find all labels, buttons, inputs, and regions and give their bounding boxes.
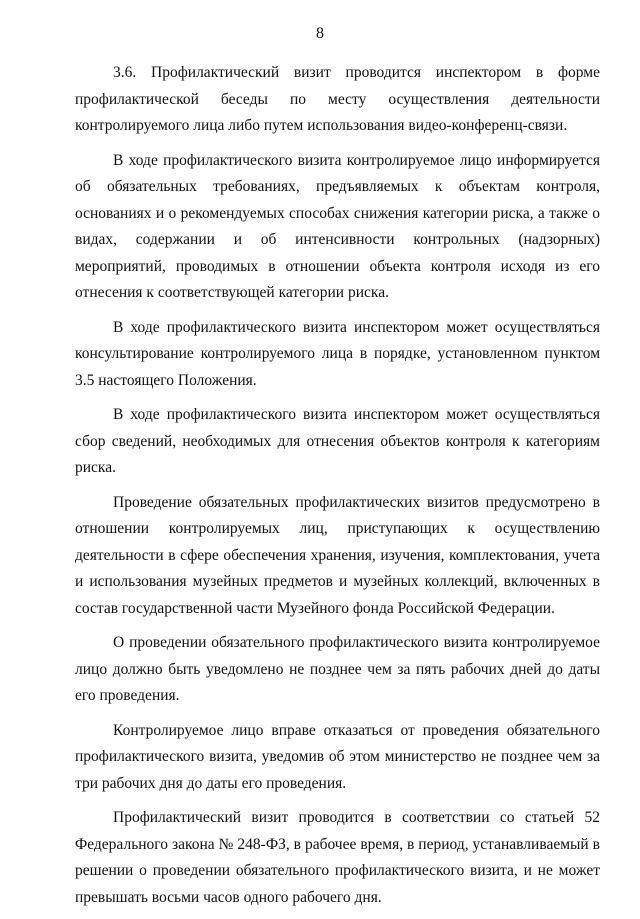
paragraph-visit-duration: Профилактический визит проводится в соответствии со статьей 52 Федерального закона № 248-ФЗ, в рабочее время, в период, устанавливаемый в решении о проведении обязательного профилактического визита, и не может превышать восьми часов одного рабочего дня.	[75, 809, 600, 906]
paragraph-consulting-during-visit: В ходе профилактического визита инспектором может осуществляться консультирование контролируемого лица в порядке, установленном пунктом 3.5 настоящего Положения.	[75, 318, 600, 389]
paragraph-collecting-information: В ходе профилактического визита инспектором может осуществляться сбор сведений, необходимых для отнесения объектов контроля к категориям риска.	[75, 406, 600, 476]
page-number: 8	[316, 25, 324, 42]
paragraph-informing-during-visit: В ходе профилактического визита контролируемое лицо информируется об обязательных требованиях, предъявляемых к объектам контроля, основаниях и о рекомендуемых способах снижения категории риска, а также о видах, содержании и об интенсивности контрольных (надзорных) мероприятий, проводимых в отношении объекта контроля исходя из его отнесения к соответствующей категории риска.	[75, 151, 600, 301]
paragraph-3-6-preventive-visit-form: 3.6. Профилактический визит проводится инспектором в форме профилактической беседы по месту осуществления деятельности контролируемого лица либо путем использования видео-конференц-связи.	[75, 64, 600, 134]
paragraph-right-to-refuse: Контролируемое лицо вправе отказаться от проведения обязательного профилактического визита, уведомив об этом министерство не позднее чем за три рабочих дня до даты его проведения.	[75, 721, 600, 792]
paragraph-mandatory-visits-scope: Проведение обязательных профилактических визитов предусмотрено в отношении контролируемых лиц, приступающих к осуществлению деятельности в сфере обеспечения хранения, изучения, комплектования, учета и использования музейных предметов и музейных коллекций, включенных в состав государственной части Музейного фонда Российской Федерации.	[75, 493, 600, 617]
paragraph-notification-deadline: О проведении обязательного профилактического визита контролируемое лицо должно быть уведомлено не позднее чем за пять рабочих дней до даты его проведения.	[75, 634, 600, 704]
document-body	[75, 60, 600, 919]
